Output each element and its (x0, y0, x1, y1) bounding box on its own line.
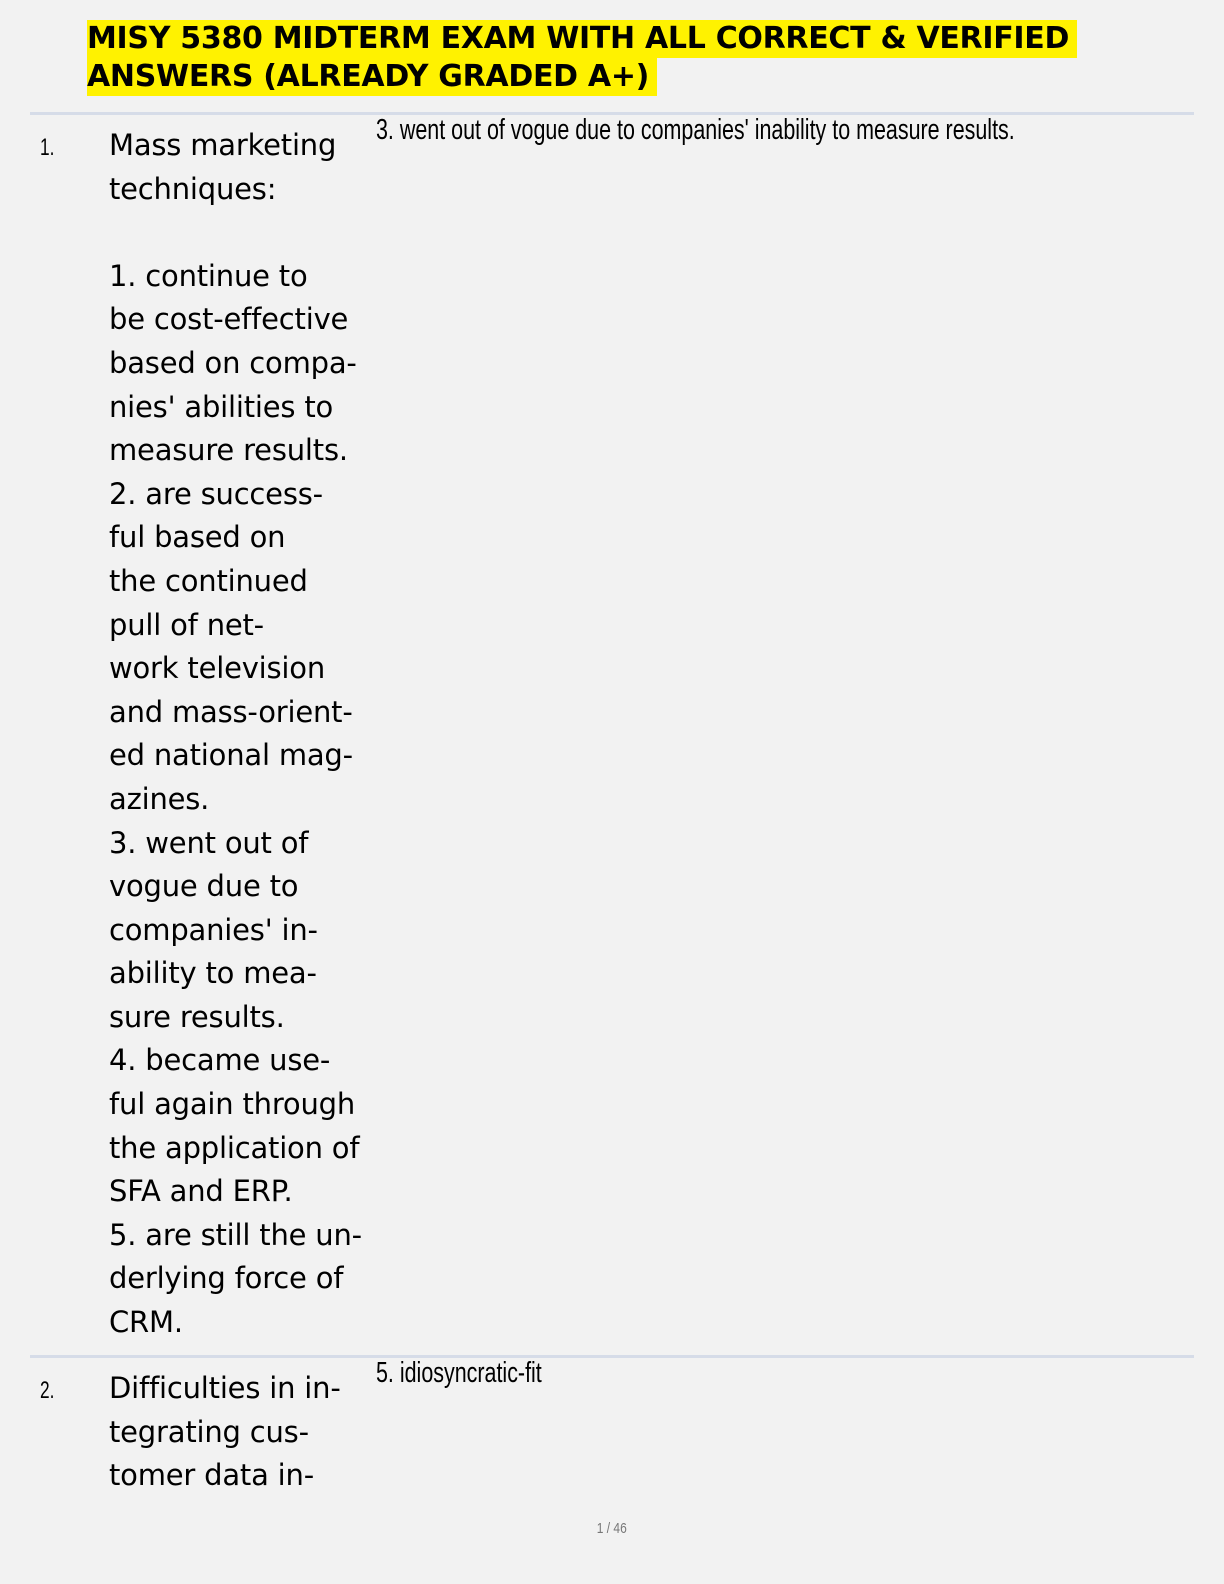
question-number: 2. (40, 1377, 55, 1404)
question-body: Difficulties in in- tegrating cus- tomer data in- (109, 1371, 341, 1493)
answer-text: 5. idiosyncratic-fit (376, 1357, 542, 1389)
document-title (87, 20, 1087, 96)
question-number: 1. (40, 134, 55, 161)
divider (30, 1355, 1194, 1358)
question-text (109, 124, 371, 1345)
answer-text: 3. went out of vogue due to companies' inability to measure results. (376, 114, 1015, 146)
page-number-label: 1 / 46 (596, 1520, 628, 1537)
question-body: Mass marketing techniques: 1. continue to be cost-effective based on compa- nies' abilities to measure results. 2. are success- ful based on the continued pull of net- work television and mass-orient- ed national mag- azines. 3. went out of vogue due to companies' in- ability to mea- sure results. 4. became use- ful again through the application of SFA and ERP. 5. are still the un- derlying force of CRM. (109, 128, 362, 1340)
title-line-1: MISY 5380 MIDTERM EXAM WITH ALL CORRECT & VERIFIED (87, 20, 1077, 58)
page-number (0, 1520, 1224, 1537)
title-line-2: ANSWERS (ALREADY GRADED A+) (87, 58, 657, 96)
question-text (109, 1367, 371, 1498)
